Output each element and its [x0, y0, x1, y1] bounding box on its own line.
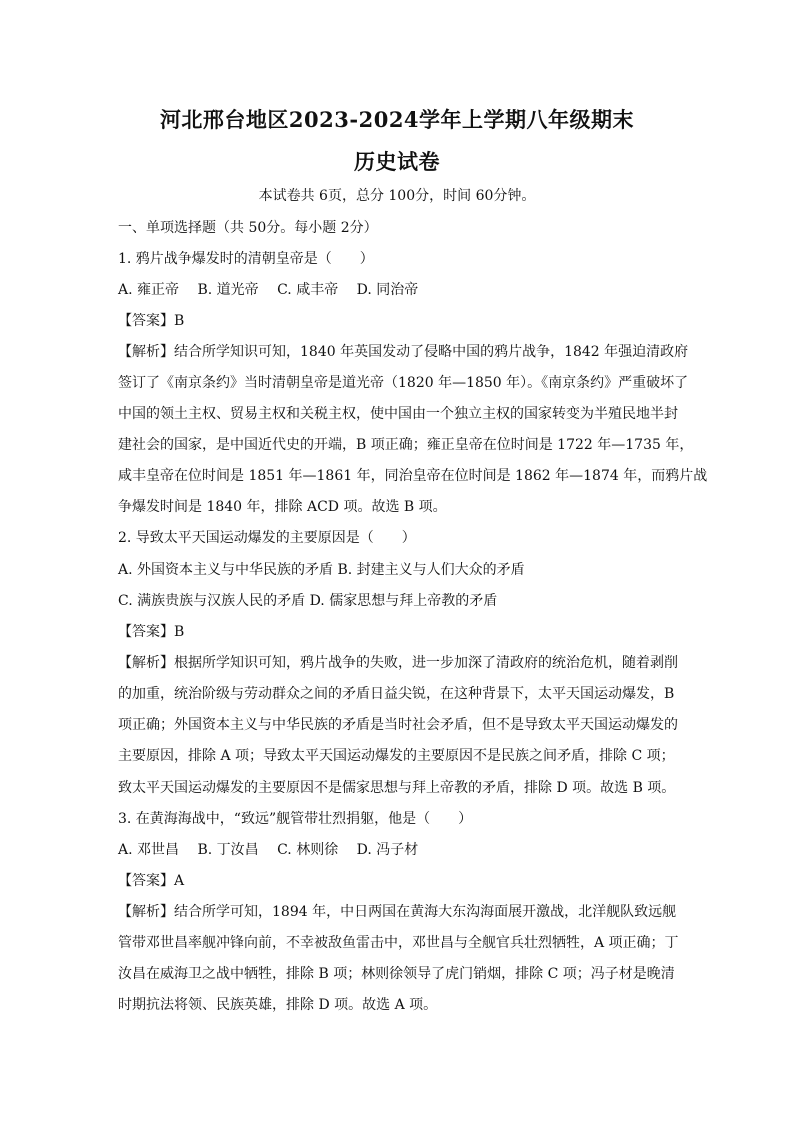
question-3-options: A. 邓世昌 B. 丁汝昌 C. 林则徐 D. 冯子材 [118, 842, 419, 858]
question-3-analysis-line: 【解析】结合所学可知，1894 年，中日两国在黄海大东沟海面展开激战，北洋舰队致远舰 [118, 904, 677, 920]
document-title: 河北邢台地区2023-2024学年上学期八年级期末 [159, 107, 635, 132]
question-3-analysis-line: 管带邓世昌率舰冲锋向前，不幸被敌鱼雷击中，邓世昌与全舰官兵壮烈牺牲，A 项正确；丁 [118, 935, 679, 951]
question-1-analysis-line: 咸丰皇帝在位时间是 1851 年—1861 年，同治皇帝在位时间是 1862 年—1874 年，而鸦片战 [118, 468, 708, 484]
question-1-analysis-line: 签订了《南京条约》当时清朝皇帝是道光帝（1820 年—1850 年）。《南京条约》严重破坏了 [118, 375, 689, 391]
question-1-analysis-line: 中国的领土主权、贸易主权和关税主权，使中国由一个独立主权的国家转变为半殖民地半封 [118, 406, 678, 422]
question-1-options: A. 雍正帝 B. 道光帝 C. 咸丰帝 D. 同治帝 [118, 282, 419, 298]
question-3-analysis-line: 汝昌在威海卫之战中牺牲，排除 B 项；林则徐领导了虎门销烟，排除 C 项；冯子材是晚清 [118, 966, 675, 982]
question-2-options-line-2: C. 满族贵族与汉族人民的矛盾 D. 儒家思想与拜上帝教的矛盾 [118, 593, 498, 609]
question-1-stem: 1. 鸦片战争爆发时的清朝皇帝是（ ） [118, 251, 374, 267]
question-2-analysis-line: 的加重，统治阶级与劳动群众之间的矛盾日益尖锐，在这种背景下，太平天国运动爆发，B [118, 686, 675, 702]
question-1-analysis-line: 【解析】结合所学知识可知，1840 年英国发动了侵略中国的鸦片战争，1842 年强迫清政府 [118, 344, 689, 360]
question-2-analysis-line: 项正确；外国资本主义与中华民族的矛盾是当时社会矛盾，但不是导致太平天国运动爆发的 [118, 717, 678, 733]
question-2-analysis-line: 致太平天国运动爆发的主要原因不是儒家思想与拜上帝教的矛盾，排除 D 项。故选 B 项。 [118, 780, 676, 796]
question-2-answer: 【答案】B [118, 624, 185, 640]
exam-info: 本试卷共 6页，总分 100分，时间 60分钟。 [258, 188, 536, 204]
document-subtitle: 历史试卷 [354, 149, 440, 174]
question-2-options-line-1: A. 外国资本主义与中华民族的矛盾 B. 封建主义与人们大众的矛盾 [118, 562, 525, 578]
question-1-analysis-line: 建社会的国家，是中国近代史的开端，B 项正确；雍正皇帝在位时间是 1722 年—1735 年， [118, 437, 694, 453]
question-3-analysis-line: 时期抗法将领、民族英雄，排除 D 项。故选 A 项。 [118, 997, 438, 1013]
section-heading: 一、单项选择题（共 50分。每小题 2分） [118, 220, 378, 236]
question-1-analysis-line: 争爆发时间是 1840 年，排除 ACD 项。故选 B 项。 [118, 499, 447, 515]
question-3-answer: 【答案】A [118, 873, 185, 889]
question-2-analysis-line: 【解析】根据所学知识可知，鸦片战争的失败，进一步加深了清政府的统治危机，随着剥削 [118, 655, 678, 671]
question-2-analysis-line: 主要原因，排除 A 项；导致太平天国运动爆发的主要原因不是民族之间矛盾，排除 C 项； [118, 748, 675, 764]
question-2-stem: 2. 导致太平天国运动爆发的主要原因是（ ） [118, 530, 416, 546]
question-3-stem: 3. 在黄海海战中，“致远”舰管带壮烈捐躯，他是（ ） [118, 811, 473, 827]
question-1-answer: 【答案】B [118, 313, 185, 329]
